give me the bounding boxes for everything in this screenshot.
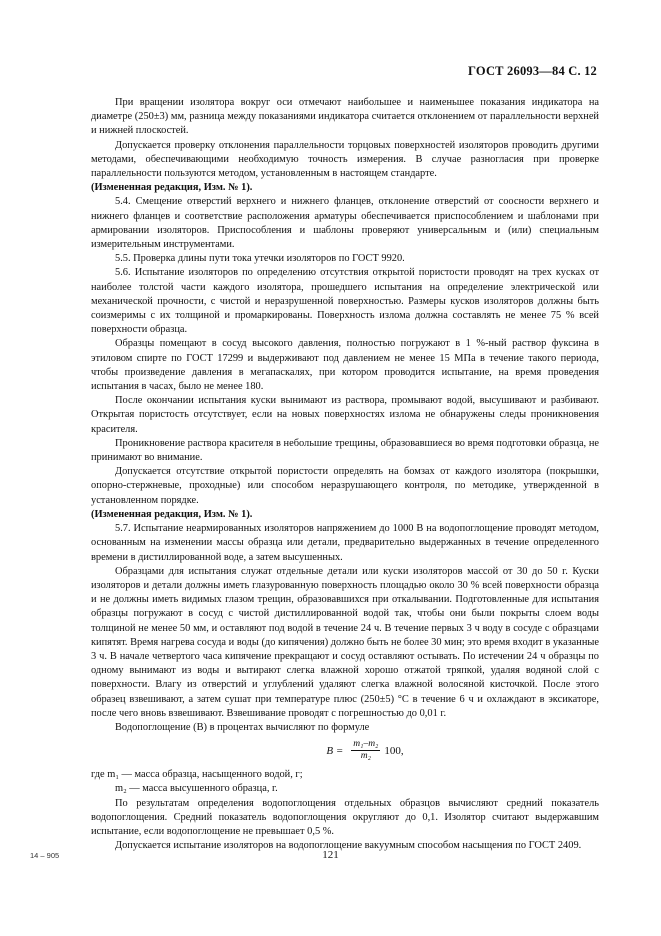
paragraph: 5.6. Испытание изоляторов по определению отсутствия открытой пористости проводят на трех кусках от наиболее толстой части каждого изолятора, прошедшего испытания на определение электрической или механической прочности, с чистой и неразрушенной поверхностью. Размеры кусков изоляторов должны быть соизмеримы с их толщиной и промаркированы. Поверхность излома должна составлять не менее 75 % всей поверхности образца. <box>91 267 599 336</box>
definition-m2: m₂ — масса высушенного образца, г. <box>115 783 278 795</box>
paragraph: Допускается отсутствие открытой пористости определять на бомзах от каждого изолятора (покрышки, опорно-стержневые, проходные) или способом неразрушающего контроля, по методике, утвержденной в установленном порядке. <box>91 466 599 506</box>
paragraph: При вращении изолятора вокруг оси отмечают наибольшее и наименьшее показания индикатора на диаметре (250±3) мм, разница между показаниями индикатора считается отклонением от параллельности верхней и нижней плоскостей. <box>91 97 599 137</box>
paragraph: Допускается испытание изоляторов на водопоглощение вакуумным способом насыщения по ГОСТ 2409. <box>115 840 582 852</box>
page-number: 121 <box>322 849 339 861</box>
formula-tail: 100, <box>384 744 404 757</box>
paragraph: 5.7. Испытание неармированных изоляторов напряжением до 1000 В на водопоглощение проводят методом, основанным на изменении массы образца или детали, предварительно выдержанных в течение определенного времени в дистиллированной воде, а затем высушенных. <box>91 523 599 563</box>
paragraph: По результатам определения водопоглощения отдельных образцов вычисляют средний показатель водопоглощения. Средний показатель водопоглощения округляют до 0,1. Изолятор считают выдержавшим испытание, если водопоглощение не превышает 0,5 %. <box>91 797 599 837</box>
paragraph: Допускается проверку отклонения параллельности торцовых поверхностей изоляторов проводить другими методами, обеспечивающими необходимую точность измерения. В случае разногласия при проверке параллельности пользуются методом, установленным в настоящем стандарте. <box>91 139 599 180</box>
paragraph: Водопоглощение (В) в процентах вычисляют по формуле <box>115 721 370 733</box>
print-code: 14 – 905 <box>30 851 60 860</box>
water-absorption-formula <box>131 739 599 762</box>
amendment-note: (Измененная редакция, Изм. № 1). <box>91 508 253 520</box>
page-header: ГОСТ 26093—84 С. 12 <box>468 64 597 78</box>
document-body <box>91 96 599 853</box>
formula-denominator: m₂ <box>360 751 371 762</box>
paragraph: После окончании испытания куски вынимают из раствора, промывают водой, высушивают и разбивают. Открытая пористость отсутствует, если на новых поверхностях излома не обнаружены следы проникновения красителя. <box>91 395 599 435</box>
amendment-note: (Измененная редакция, Изм. № 1). <box>91 182 253 194</box>
formula-numerator: m₁–m₂ <box>353 739 379 750</box>
paragraph: Образцы помещают в сосуд высокого давления, полностью погружают в 1 %-ный раствор фуксина в этиловом спирте по ГОСТ 17299 и выдерживают под давлением не менее 15 МПа в течение такого периода, чтобы произведение давления в мегапаскалях, при котором проводится испытание, на время проведения испытания в часах, было не менее 180. <box>91 338 599 393</box>
paragraph: 5.5. Проверка длины пути тока утечки изоляторов по ГОСТ 9920. <box>115 253 405 265</box>
definition-m1: где m₁ — масса образца, насыщенного водой, г; <box>91 769 303 781</box>
paragraph: Образцами для испытания служат отдельные детали или куски изоляторов массой от 30 до 50 г. Куски изоляторов и детали должны иметь глазурованную поверхность площадью около 30 % всей поверхности образца и не должны иметь видимых глазом трещин, образовавшихся при откалывании. Подготовленные для испытания образцы погружают в сосуд с чистой дистиллированной водой так, чтобы они были покрыты слоем воды толщиной не менее 50 мм, и оставляют под водой в течение 24 ч. В течение первых 3 ч воду в сосуде с образцами кипятят. Время нагрева сосуда и воды (до кипячения) должно быть не более 30 мин; это время входит в указанные 3 ч. В начале четвертого часа кипячение прекращают и сосуд оставляют остывать. По истечении 24 ч образцы по одному вынимают из воды и вытирают слегка влажной хорошо отжатой тряпкой, удаляя водяной слой с поверхности. Влагу из отверстий и углублений удаляют слегка влажной волосяной кисточкой. После этого образец взвешивают, а затем сушат при температуре плюс (250±5) °С в течение 6 ч и охлаждают в эксикаторе, после чего вновь взвешивают. Взвешивание проводят с погрешностью до 0,01 г. <box>91 565 599 719</box>
formula-fraction <box>351 739 380 762</box>
paragraph: 5.4. Смещение отверстий верхнего и нижнего фланцев, отклонение отверстий от соосности верхнего и нижнего фланцев и соответствие расположения арматуры обеспечивается приспособлением и шаблонами при армировании изоляторов. Приспособления и шаблоны проверяют универсальным и (или) специальным измерительным инструментами. <box>91 196 599 251</box>
paragraph: Проникновение раствора красителя в небольшие трещины, образовавшиеся во время подготовки образца, не принимают во внимание. <box>91 437 599 464</box>
formula-lhs: B = <box>326 744 344 757</box>
